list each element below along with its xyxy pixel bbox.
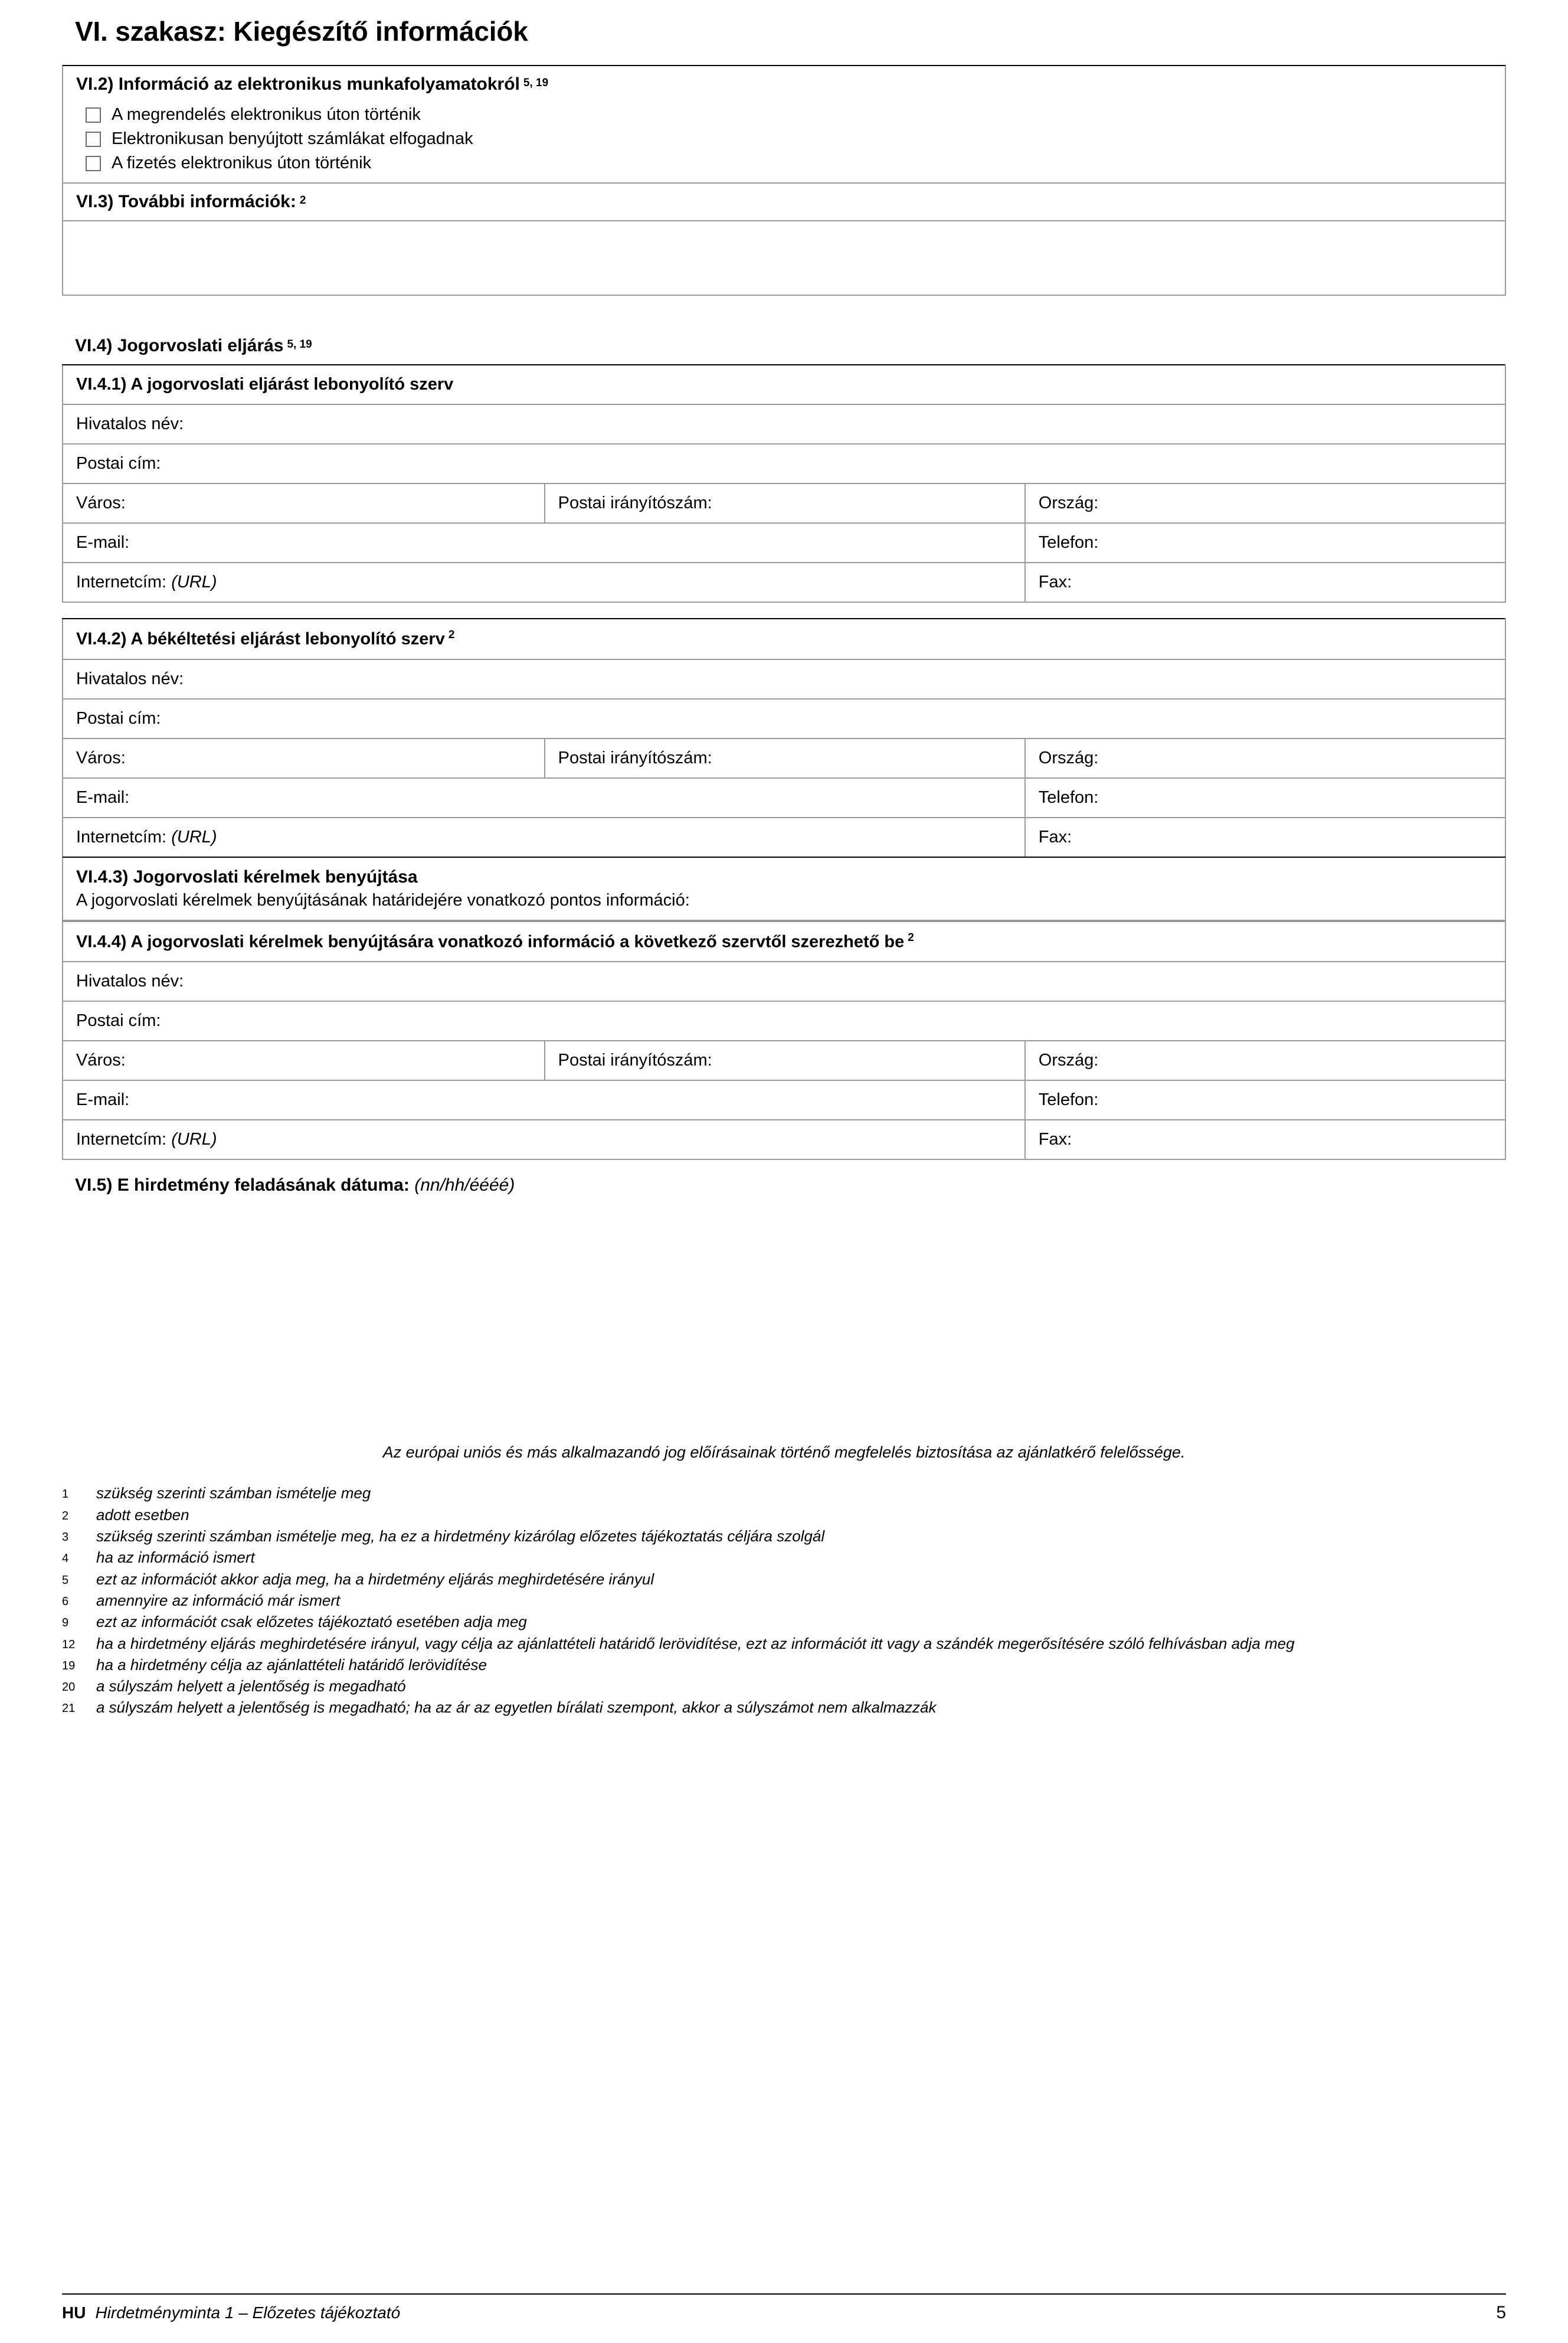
vi4-heading-notes: 5, 19: [287, 338, 312, 351]
table-row: [63, 365, 1505, 404]
page-number: 5: [1496, 2303, 1506, 2322]
checkbox-row-eorder[interactable]: [63, 103, 1505, 127]
field-label: Ország:: [1038, 1051, 1099, 1070]
footnote-number: 6: [62, 1594, 69, 1608]
vi41-postal-address-cell[interactable]: [63, 444, 1505, 483]
footnote-text: ezt az információt csak előzetes tájékoztató esetében adja meg: [96, 1613, 527, 1631]
table-row: [63, 778, 1505, 818]
footnote-text: amennyire az információ már ismert: [96, 1591, 341, 1609]
footnote-number: 5: [62, 1573, 69, 1587]
footnote-item: [62, 1483, 1506, 1503]
table-row: [63, 1080, 1505, 1120]
vi41-phone-cell[interactable]: [1025, 523, 1505, 563]
vi3-heading: VI.3) További információk:: [76, 192, 296, 211]
table-row: [63, 659, 1505, 699]
footnote-text: ha az információ ismert: [96, 1548, 255, 1567]
table-row: [63, 921, 1505, 962]
table-vi42: [62, 618, 1506, 858]
vi44-phone-cell[interactable]: [1025, 1080, 1505, 1120]
footnote-number: 4: [62, 1552, 69, 1566]
vi44-heading: VI.4.4) A jogorvoslati kérelmek benyújtására vonatkozó információ a következő szervtől szerezhető be: [76, 932, 905, 952]
footnote-item: [62, 1612, 1506, 1632]
vi42-postal-address-cell[interactable]: [63, 699, 1505, 738]
footnote-text: szükség szerinti számban ismételje meg, ha ez a hirdetmény kizárólag előzetes tájékoztatás céljára szolgál: [96, 1527, 825, 1545]
page-title: VI. szakasz: Kiegészítő információk: [75, 16, 528, 47]
field-label: Város:: [76, 1051, 126, 1070]
vi2-checkbox-list: [63, 103, 1505, 182]
footnotes-list: [62, 1483, 1506, 1717]
field-label: Város:: [76, 748, 126, 767]
field-label: Telefon:: [1038, 1090, 1099, 1110]
footnote-number: 20: [62, 1681, 76, 1694]
checkbox-row-epayment[interactable]: [63, 151, 1505, 175]
table-row: [63, 563, 1505, 602]
footnote-item: [62, 1676, 1506, 1696]
field-hint: (URL): [171, 573, 217, 592]
vi2-heading-notes: 5, 19: [523, 76, 549, 89]
field-label: Ország:: [1038, 494, 1099, 512]
footnote-item: [62, 1697, 1506, 1717]
footnote-item: [62, 1547, 1506, 1567]
field-label: Fax:: [1038, 1130, 1072, 1149]
vi42-heading-cell: [63, 619, 1505, 659]
vi44-fax-cell[interactable]: [1025, 1120, 1505, 1159]
field-label: Ország:: [1038, 748, 1099, 767]
checkbox-label: A megrendelés elektronikus úton történik: [112, 105, 421, 124]
vi41-fax-cell[interactable]: [1025, 563, 1505, 602]
vi42-fax-cell[interactable]: [1025, 818, 1505, 857]
footnote-item: [62, 1505, 1506, 1525]
field-label: Postai irányítószám:: [558, 748, 712, 767]
vi2-heading-row: [63, 66, 1505, 103]
table-vi41: [62, 364, 1506, 603]
vi43-heading: VI.4.3) Jogorvoslati kérelmek benyújtása: [76, 867, 418, 887]
field-label: Internetcím:: [76, 827, 167, 847]
footer-language: HU: [62, 2303, 86, 2322]
vi43-subtext: A jogorvoslati kérelmek benyújtásának határidejére vonatkozó pontos információ:: [76, 890, 690, 910]
checkbox-label: A fizetés elektronikus úton történik: [112, 153, 372, 172]
footnote-text: a súlyszám helyett a jelentőség is megadható; ha az ár az egyetlen bírálati szempont, akkor a súlyszámot nem alkalmazzák: [96, 1698, 937, 1717]
vi42-postal-code-cell[interactable]: [545, 738, 1025, 778]
table-row: [63, 738, 1505, 778]
field-label: E-mail:: [76, 1090, 130, 1110]
vi44-email-cell[interactable]: [63, 1080, 1025, 1120]
vi44-city-cell[interactable]: [63, 1041, 545, 1080]
footnote-number: 2: [62, 1509, 69, 1522]
checkbox-label: Elektronikusan benyújtott számlákat elfogadnak: [112, 129, 473, 148]
section-vi3-heading: [62, 182, 1506, 221]
field-label: Fax:: [1038, 827, 1072, 847]
table-row: [63, 444, 1505, 483]
footer-title: Hirdetményminta 1 – Előzetes tájékoztató: [95, 2303, 401, 2322]
field-label: Város:: [76, 494, 126, 512]
eu-compliance-note: Az európai uniós és más alkalmazandó jog előírásainak történő megfelelés biztosítása az ajánlatkérő felelőssége.: [382, 1443, 1186, 1462]
vi41-official-name-cell[interactable]: [63, 404, 1505, 444]
vi42-country-cell[interactable]: [1025, 738, 1505, 778]
checkbox-icon[interactable]: [86, 132, 101, 147]
footnote-text: adott esetben: [96, 1505, 189, 1524]
field-label: Telefon:: [1038, 533, 1099, 552]
field-label: Postai cím:: [76, 454, 161, 473]
vi42-official-name-cell[interactable]: [63, 659, 1505, 699]
field-hint: (URL): [171, 827, 217, 847]
checkbox-icon[interactable]: [86, 107, 101, 123]
vi41-postal-code-cell[interactable]: [545, 483, 1025, 523]
footnote-text: ha a hirdetmény célja az ajánlattételi határidő lerövidítése: [96, 1655, 487, 1674]
vi42-email-cell[interactable]: [63, 778, 1025, 818]
footnote-item: [62, 1655, 1506, 1675]
footnote-item: [62, 1633, 1506, 1654]
vi44-heading-notes: 2: [908, 931, 914, 944]
vi4-heading: VI.4) Jogorvoslati eljárás: [75, 336, 284, 355]
vi44-country-cell[interactable]: [1025, 1041, 1505, 1080]
table-row: [63, 483, 1505, 523]
table-row: [63, 818, 1505, 857]
table-vi44: [62, 921, 1506, 1161]
footnote-text: ha a hirdetmény eljárás meghirdetésére irányul, vagy célja az ajánlattételi határidő lerövidítése, ezt az információt itt vagy a szándék megerősítésére szóló felhívásban adja meg: [96, 1634, 1295, 1652]
field-hint: (URL): [171, 1130, 217, 1149]
footnote-text: ezt az információt akkor adja meg, ha a hirdetmény eljárás meghirdetésére irányul: [96, 1570, 654, 1588]
field-label: E-mail:: [76, 533, 130, 552]
vi42-heading-notes: 2: [448, 629, 455, 641]
table-row: [63, 962, 1505, 1001]
field-label: Hivatalos név:: [76, 414, 184, 433]
table-row: [63, 404, 1505, 444]
section-vi5[interactable]: [62, 1160, 1506, 1195]
section-vi2: [62, 65, 1506, 184]
vi44-postal-code-cell[interactable]: [545, 1041, 1025, 1080]
field-label: Postai cím:: [76, 708, 161, 728]
table-row: [63, 1001, 1505, 1041]
vi41-email-cell[interactable]: [63, 523, 1025, 563]
footnote-text: szükség szerinti számban ismételje meg: [96, 1484, 371, 1502]
footnote-number: 12: [62, 1638, 76, 1651]
checkbox-icon[interactable]: [86, 156, 101, 171]
vi42-phone-cell[interactable]: [1025, 778, 1505, 818]
field-label: Hivatalos név:: [76, 972, 184, 991]
field-label: Fax:: [1038, 573, 1072, 592]
field-label: Internetcím:: [76, 573, 167, 592]
vi41-internet-cell[interactable]: [63, 563, 1025, 602]
field-label: Internetcím:: [76, 1130, 167, 1149]
field-label: Postai irányítószám:: [558, 494, 712, 512]
vi42-internet-cell[interactable]: [63, 818, 1025, 857]
vi2-heading: VI.2) Információ az elektronikus munkafolyamatokról: [76, 74, 520, 94]
field-label: Postai cím:: [76, 1011, 161, 1031]
field-label: Telefon:: [1038, 787, 1099, 807]
table-row: [63, 699, 1505, 738]
vi41-city-cell[interactable]: [63, 483, 545, 523]
vi44-heading-cell: [63, 921, 1505, 962]
footnote-number: 19: [62, 1659, 76, 1672]
table-row: [63, 523, 1505, 563]
table-row: [63, 1041, 1505, 1080]
footnote-item: [62, 1569, 1506, 1589]
vi41-country-cell[interactable]: [1025, 483, 1505, 523]
table-row: [63, 619, 1505, 659]
footnote-text: a súlyszám helyett a jelentőség is megadható: [96, 1677, 406, 1695]
section-vi43: [62, 857, 1506, 921]
vi44-internet-cell[interactable]: [63, 1120, 1025, 1159]
footnote-item: [62, 1526, 1506, 1546]
footnote-item: [62, 1590, 1506, 1610]
field-label: E-mail:: [76, 787, 130, 807]
vi5-format-hint: (nn/hh/éééé): [414, 1175, 515, 1195]
field-label: Postai irányítószám:: [558, 1051, 712, 1070]
vi41-heading: VI.4.1) A jogorvoslati eljárást lebonyolító szerv: [63, 365, 1505, 404]
vi5-heading: VI.5) E hirdetmény feladásának dátuma:: [75, 1175, 410, 1195]
footnote-number: 1: [62, 1488, 69, 1501]
vi3-value-field[interactable]: [62, 220, 1506, 296]
field-label: Hivatalos név:: [76, 669, 184, 688]
page-footer: [62, 2293, 1506, 2323]
vi42-city-cell[interactable]: [63, 738, 545, 778]
section-vi4-heading: [62, 328, 1506, 364]
table-row: [63, 1120, 1505, 1159]
vi3-heading-notes: 2: [299, 194, 306, 207]
checkbox-row-einvoicing[interactable]: [63, 127, 1505, 151]
footnote-number: 21: [62, 1702, 76, 1715]
footnote-number: 9: [62, 1616, 69, 1630]
vi42-heading: VI.4.2) A békéltetési eljárást lebonyolító szerv: [76, 629, 445, 649]
vi44-official-name-cell[interactable]: [63, 962, 1505, 1001]
footnote-number: 3: [62, 1530, 69, 1544]
vi44-postal-address-cell[interactable]: [63, 1001, 1505, 1041]
